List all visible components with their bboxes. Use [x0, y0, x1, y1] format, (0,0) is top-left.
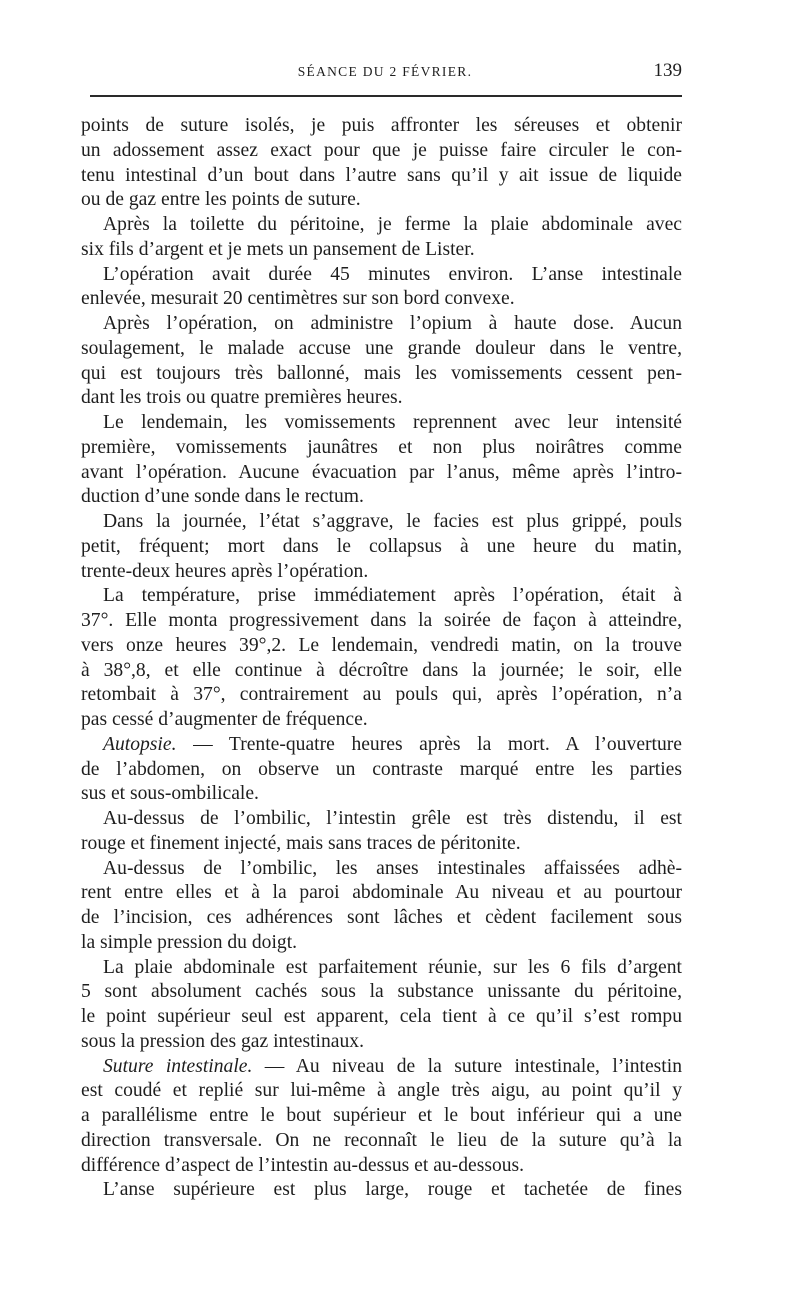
text-line: [81, 733, 682, 758]
text-line: Le lendemain, les vomissements reprennent avec leur intensité: [103, 412, 682, 433]
text-line: pas cessé d’augmenter de fréquence.: [81, 709, 368, 730]
text-line: rent entre elles et à la paroi abdominale Au niveau et au pourtour: [81, 882, 682, 904]
suture-heading: Suture intestinale.: [103, 1055, 253, 1077]
text-line: Après l’opération, on administre l’opium à haute dose. Aucun: [103, 313, 682, 334]
page-number: 139: [653, 60, 682, 81]
text-line: La température, prise immédiatement après l’opération, était à: [103, 585, 682, 607]
text-line: ou de gaz entre les points de suture.: [81, 189, 361, 211]
text-line: soulagement, le malade accuse une grande douleur dans le ventre,: [81, 337, 682, 359]
text-line: Dans la journée, l’état s’aggrave, le facies est plus grippé, pouls: [103, 511, 682, 532]
text-line: la simple pression du doigt.: [81, 931, 298, 953]
text-line: L’anse supérieure est plus large, rouge et tachetée de fines: [103, 1179, 682, 1201]
text-line: 37°. Elle monta progressivement dans la soirée de façon à atteindre,: [81, 610, 682, 631]
text-line-rest: — Trente-quatre heures après la mort. A l’ouverture: [193, 733, 682, 755]
text-line: de l’incision, ces adhérences sont lâches et cèdent facilement sous: [81, 907, 682, 928]
text-line: petit, fréquent; mort dans le collapsus à une heure du matin,: [81, 535, 682, 557]
text-line: Au-dessus de l’ombilic, les anses intestinales affaissées adhè-: [103, 857, 682, 879]
text-line-rest: — Au niveau de la suture intestinale, l’intestin: [264, 1055, 682, 1077]
text-line: différence d’aspect de l’intestin au-dessus et au-dessous.: [81, 1154, 525, 1176]
text-line: qui est toujours très ballonné, mais les vomissements cessent pen-: [81, 362, 682, 384]
text-line: de l’abdomen, on observe un contraste marqué entre les parties: [81, 758, 682, 780]
text-line: La plaie abdominale est parfaitement réunie, sur les 6 fils d’argent: [103, 956, 682, 978]
text-line: est coudé et replié sur lui-même à angle très aigu, au point qu’il y: [81, 1080, 682, 1102]
text-line: avant l’opération. Aucune évacuation par l’anus, même après l’intro-: [81, 461, 682, 483]
text-line: a parallélisme entre le bout supérieur et le bout inférieur qui a une: [81, 1105, 682, 1126]
text-line: six fils d’argent et je mets un pansement de Lister.: [81, 238, 475, 260]
text-line: [81, 1055, 682, 1080]
text-line: enlevée, mesurait 20 centimètres sur son bord convexe.: [81, 288, 515, 310]
text-line: dant les trois ou quatre premières heures.: [81, 387, 403, 409]
text-line: direction transversale. On ne reconnaît le lieu de la suture qu’à la: [81, 1129, 682, 1151]
text-line: trente-deux heures après l’opération.: [81, 560, 369, 582]
text-line: duction d’une sonde dans le rectum.: [81, 486, 364, 508]
text-line: sous la pression des gaz intestinaux.: [81, 1030, 364, 1052]
text-line: première, vomissements jaunâtres et non plus noirâtres comme: [81, 436, 682, 458]
text-line: à 38°,8, et elle continue à décroître dans la journée; le soir, elle: [81, 659, 682, 681]
running-head: [88, 60, 682, 88]
autopsie-heading: Autopsie.: [103, 733, 177, 755]
text-line: tenu intestinal d’un bout dans l’autre sans qu’il y ait issue de liquide: [81, 164, 682, 186]
text-line: Au-dessus de l’ombilic, l’intestin grêle est très distendu, il est: [103, 808, 682, 829]
body-text: [81, 114, 682, 1203]
text-line: un adossement assez exact pour que je puisse faire circuler le con-: [81, 139, 682, 161]
text-line: 5 sont absolument cachés sous la substance unissante du péritoine,: [81, 981, 682, 1003]
text-line: rouge et finement injecté, mais sans traces de péritonite.: [81, 832, 521, 854]
text-line: L’opération avait durée 45 minutes environ. L’anse intestinale: [103, 263, 682, 285]
text-line: retombait à 37°, contrairement au pouls qui, après l’opération, n’a: [81, 684, 682, 706]
text-line: sus et sous-ombilicale.: [81, 783, 259, 805]
header-rule: [90, 95, 682, 97]
text-line: le point supérieur seul est apparent, cela tient à ce qu’il s’est rompu: [81, 1006, 682, 1027]
text-line: Après la toilette du péritoine, je ferme la plaie abdominale avec: [103, 214, 682, 235]
text-line: points de suture isolés, je puis affronter les séreuses et obtenir: [81, 115, 682, 136]
running-title: SÉANCE DU 2 FÉVRIER.: [297, 64, 473, 79]
text-line: vers onze heures 39°,2. Le lendemain, vendredi matin, on la trouve: [81, 634, 682, 656]
